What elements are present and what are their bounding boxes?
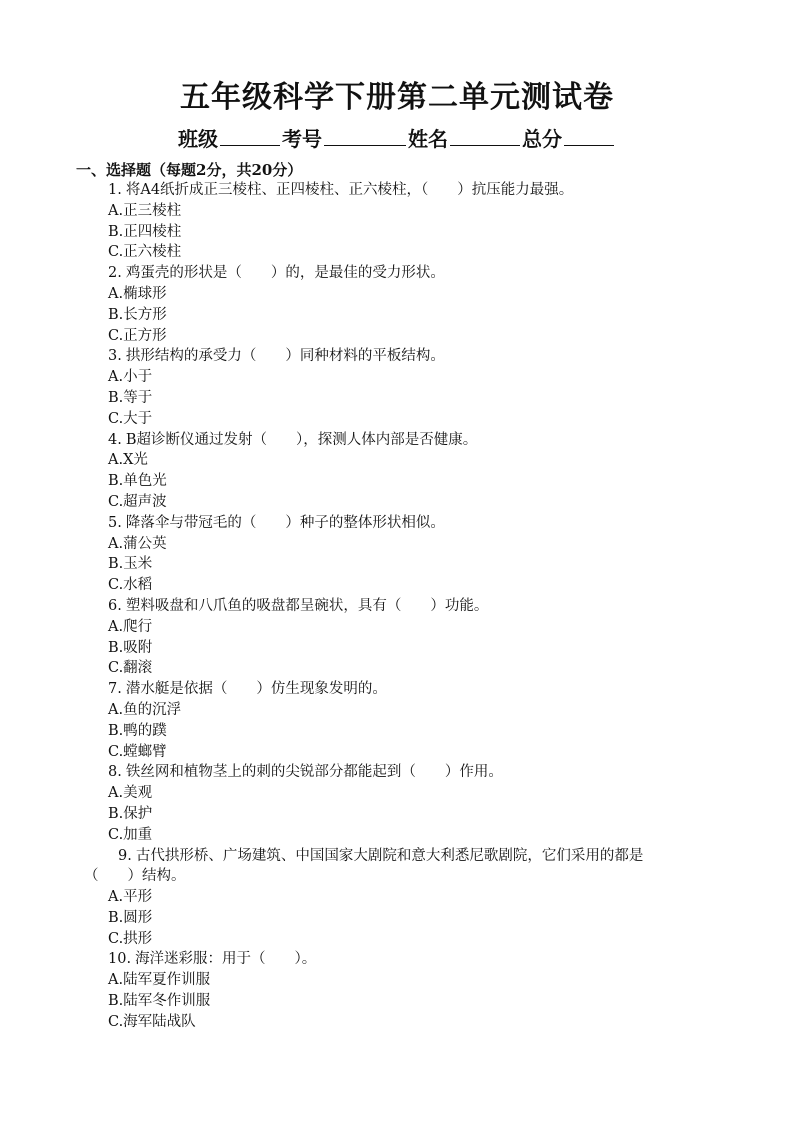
question-text: 降落伞与带冠毛的（ ）种子的整体形状相似。: [125, 514, 445, 531]
question-stem: [0, 263, 794, 284]
question-text: 铁丝网和植物茎上的刺的尖锐部分都能起到（ ）作用。: [125, 764, 503, 781]
page-title: 五年级科学下册第二单元测试卷: [180, 80, 614, 115]
question-text: 古代拱形桥、广场建筑、中国国家大剧院和意大利悉尼歌剧院，它们采用的都是: [135, 847, 644, 864]
question-number: 10.: [108, 951, 132, 968]
question-number: 6.: [108, 597, 122, 614]
option-c: C.拱形: [108, 930, 153, 947]
question-1: [0, 180, 794, 263]
question-number: 4.: [108, 431, 122, 448]
option-a: A.正三棱柱: [108, 202, 182, 219]
question-number: 5.: [108, 514, 122, 531]
question-text: 拱形结构的承受力（ ）同种材料的平板结构。: [125, 348, 445, 365]
option-c: C.正方形: [108, 327, 167, 344]
question-6: [0, 596, 794, 679]
question-10: [0, 949, 794, 1032]
total-label: 总分: [522, 127, 562, 151]
question-stem: [0, 762, 794, 783]
option-b: B.吸附: [108, 639, 153, 656]
exam-no-label: 考号: [282, 127, 322, 151]
question-number: 9.: [118, 847, 132, 864]
question-list: [0, 180, 794, 1033]
option-c: C.大于: [108, 410, 153, 427]
question-number: 2.: [108, 265, 122, 282]
option-c: C.加重: [108, 826, 153, 843]
question-number: 1.: [108, 182, 122, 198]
question-number: 7.: [108, 681, 122, 698]
question-stem: [0, 180, 794, 201]
question-stem: [0, 430, 794, 451]
option-a: A.X光: [108, 452, 148, 469]
option-c: C.超声波: [108, 493, 167, 510]
option-c: C.水稻: [108, 577, 153, 594]
question-stem: [0, 949, 794, 970]
option-b: B.单色光: [108, 473, 167, 490]
exam-no-blank[interactable]: [324, 125, 406, 146]
class-label: 班级: [178, 127, 218, 151]
question-text-continued: （ ）结构。: [84, 868, 186, 885]
option-b: B.鸭的蹼: [108, 722, 167, 739]
question-number: 3.: [108, 348, 122, 365]
option-b: B.圆形: [108, 909, 153, 926]
question-3: [0, 346, 794, 429]
option-a: A.鱼的沉浮: [108, 701, 182, 718]
class-blank[interactable]: [220, 125, 280, 146]
question-stem: [0, 679, 794, 700]
question-4: [0, 430, 794, 513]
question-text: 海洋迷彩服：用于（ ）。: [135, 951, 317, 968]
question-text: 塑料吸盘和八爪鱼的吸盘都呈碗状，具有（ ）功能。: [125, 597, 489, 614]
option-a: A.小于: [108, 369, 153, 386]
total-blank[interactable]: [564, 125, 614, 146]
option-b: B.陆军冬作训服: [108, 993, 211, 1010]
question-9: [0, 846, 794, 950]
option-b: B.保护: [108, 805, 153, 822]
question-2: [0, 263, 794, 346]
question-stem: [0, 346, 794, 367]
student-info-line: [0, 124, 794, 154]
question-text: 潜水艇是依据（ ）仿生现象发明的。: [125, 681, 387, 698]
option-a: A.美观: [108, 785, 153, 802]
question-text: B超诊断仪通过发射（ ），探测人体内部是否健康。: [125, 431, 478, 448]
question-stem: [0, 513, 794, 534]
option-c: C.正六棱柱: [108, 244, 182, 261]
question-7: [0, 679, 794, 762]
question-8: [0, 762, 794, 845]
name-blank[interactable]: [450, 125, 520, 146]
option-b: B.长方形: [108, 306, 167, 323]
option-a: A.爬行: [108, 618, 153, 635]
option-a: A.平形: [108, 889, 153, 906]
option-c: C.翻滚: [108, 660, 153, 677]
name-label: 姓名: [408, 127, 448, 151]
question-number: 8.: [108, 764, 122, 781]
option-c: C.螳螂臂: [108, 743, 167, 760]
question-stem: [0, 596, 794, 617]
option-b: B.玉米: [108, 556, 153, 573]
option-a: A.蒲公英: [108, 535, 167, 552]
question-stem: [0, 846, 794, 888]
question-text: 将A4纸折成正三棱柱、正四棱柱、正六棱柱，（ ）抗压能力最强。: [125, 182, 574, 198]
section-heading: 一、选择题（每题2分，共20分）: [76, 161, 303, 179]
option-a: A.陆军夏作训服: [108, 972, 211, 989]
question-5: [0, 513, 794, 596]
option-a: A.椭球形: [108, 285, 167, 302]
option-b: B.等于: [108, 389, 153, 406]
question-text: 鸡蛋壳的形状是（ ）的，是最佳的受力形状。: [125, 265, 445, 282]
option-b: B.正四棱柱: [108, 223, 182, 240]
option-c: C.海军陆战队: [108, 1013, 196, 1030]
